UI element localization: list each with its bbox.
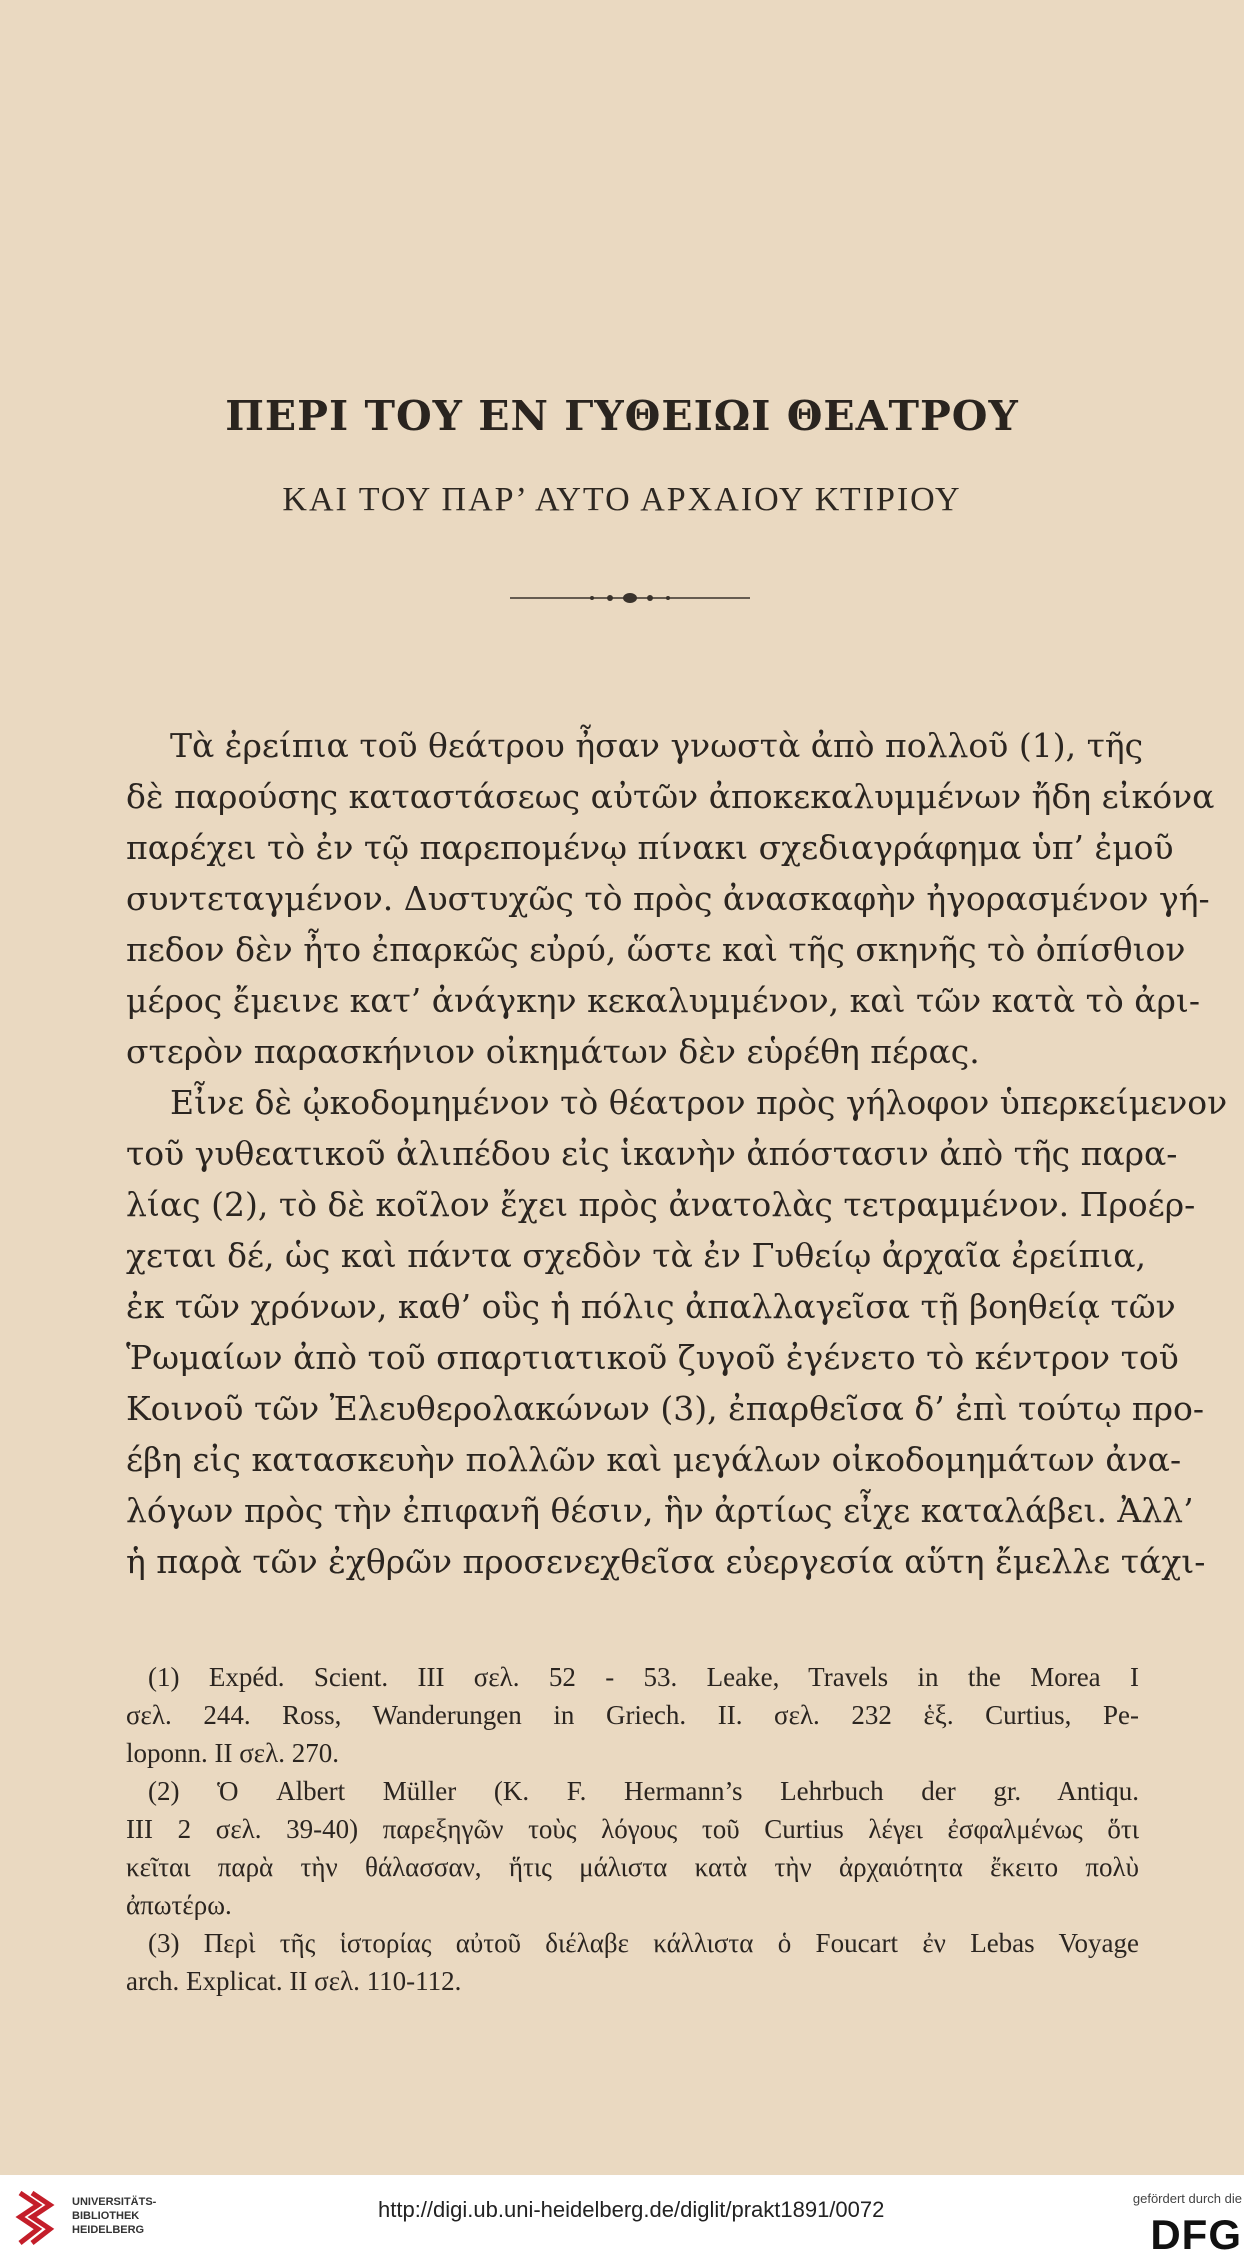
footnote-line: III 2 σελ. 39-40) παρεξηγῶν τοὺς λόγους τοῦ Curtius λέγει ἐσφαλμένως ὅτι (126, 1814, 1139, 1844)
main-text (126, 720, 1228, 1587)
text-line: ἡ παρὰ τῶν ἐχθρῶν προσενεχθεῖσα εὐεργεσία αὕτη ἔμελλε τάχι- (126, 1542, 1206, 1581)
ornament-divider (510, 590, 750, 606)
footnote-line: (2) Ὁ Albert Müller (K. F. Hermann’s Lehrbuch der gr. Antiqu. (148, 1776, 1139, 1806)
text-line: τοῦ γυθεατικοῦ ἀλιπέδου εἰς ἱκανὴν ἀπόστασιν ἀπὸ τῆς παρα- (126, 1134, 1178, 1173)
footnotes (126, 1658, 1139, 2000)
footnote-line: loponn. II σελ. 270. (126, 1738, 339, 1768)
footer-bar (0, 2175, 1258, 2263)
library-name-line: HEIDELBERG (72, 2224, 145, 2236)
library-name-line: UNIVERSITÄTS- (72, 2196, 157, 2208)
university-library-logo-icon (12, 2185, 60, 2251)
source-url-link[interactable]: http://digi.ub.uni-heidelberg.de/diglit/prakt1891/0072 (378, 2197, 885, 2222)
text-line: ἐκ τῶν χρόνων, καθ’ οὓς ἡ πόλις ἀπαλλαγεῖσα τῇ βοηθείᾳ τῶν (126, 1287, 1176, 1326)
text-line: Ῥωμαίων ἀπὸ τοῦ σπαρτιατικοῦ ζυγοῦ ἐγένετο τὸ κέντρον τοῦ (126, 1338, 1179, 1377)
text-line: Τὰ ἐρείπια τοῦ θεάτρου ἦσαν γνωστὰ ἀπὸ πολλοῦ (1), τῆς (170, 726, 1144, 765)
text-line: δὲ παρούσης καταστάσεως αὐτῶν ἀποκεκαλυμμένων ἤδη εἰκόνα (126, 777, 1215, 816)
text-line: Κοινοῦ τῶν Ἐλευθερολακώνων (3), ἐπαρθεῖσα δ’ ἐπὶ τούτῳ προ- (126, 1389, 1204, 1428)
text-line: λόγων πρὸς τὴν ἐπιφανῆ θέσιν, ἣν ἀρτίως εἶχε καταλάβει. Ἀλλ’ (126, 1491, 1194, 1530)
text-line: χεται δέ, ὡς καὶ πάντα σχεδὸν τὰ ἐν Γυθείῳ ἀρχαῖα ἐρείπια, (126, 1236, 1146, 1275)
text-line: έβη εἰς κατασκευὴν πολλῶν καὶ μεγάλων οἰκοδομημάτων ἀνα- (126, 1440, 1182, 1479)
text-line: στερὸν παρασκήνιον οἰκημάτων δὲν εὑρέθη πέρας. (126, 1032, 980, 1071)
text-line: παρέχει τὸ ἐν τῷ παρεπομένῳ πίνακι σχεδιαγράφημα ὑπ’ ἐμοῦ (126, 828, 1174, 867)
footnote-line: arch. Explicat. II σελ. 110-112. (126, 1966, 462, 1996)
footnote-line: σελ. 244. Ross, Wanderungen in Griech. II. σελ. 232 ἑξ. Curtius, Pe- (126, 1700, 1139, 1730)
footnote-line: (1) Expéd. Scient. III σελ. 52 - 53. Leake, Travels in the Morea I (148, 1662, 1139, 1692)
footnote-line: κεῖται παρὰ τὴν θάλασσαν, ἥτις μάλιστα κατὰ τὴν ἀρχαιότητα ἔκειτο πολὺ (126, 1852, 1139, 1882)
text-line: λίας (2), τὸ δὲ κοῖλον ἔχει πρὸς ἀνατολὰς τετραμμένον. Προέρ- (126, 1185, 1196, 1224)
funding-note: gefördert durch die (1132, 2191, 1242, 2206)
footnote-line: ἀπωτέρω. (126, 1890, 232, 1920)
library-name (72, 2195, 156, 2237)
library-name-line: BIBLIOTHEK (72, 2210, 140, 2222)
text-line: πεδον δὲν ἦτο ἐπαρκῶς εὐρύ, ὥστε καὶ τῆς σκηνῆς τὸ ὀπίσθιον (126, 930, 1186, 969)
text-line: Εἶνε δὲ ᾠκοδομημένον τὸ θέατρον πρὸς γήλοφον ὑπερκείμενον (170, 1083, 1228, 1122)
page-title: ΠΕΡΙ ΤΟΥ ΕΝ ΓΥΘΕΙΩΙ ΘΕΑΤΡΟΥ (225, 392, 1019, 440)
footnote-line: (3) Περὶ τῆς ἱστορίας αὐτοῦ διέλαβε κάλλιστα ὁ Foucart ἐν Lebas Voyage (148, 1928, 1139, 1958)
page-subtitle: ΚΑΙ ΤΟΥ ΠΑΡ’ ΑΥΤΟ ΑΡΧΑΙΟΥ ΚΤΙΡΙΟΥ (282, 481, 962, 518)
dfg-logo: DFG (1150, 2211, 1242, 2258)
text-line: συντεταγμένον. Δυστυχῶς τὸ πρὸς ἀνασκαφὴν ἠγορασμένον γή- (126, 879, 1210, 918)
text-line: μέρος ἔμεινε κατ’ ἀνάγκην κεκαλυμμένον, καὶ τῶν κατὰ τὸ ἀρι- (126, 981, 1201, 1020)
